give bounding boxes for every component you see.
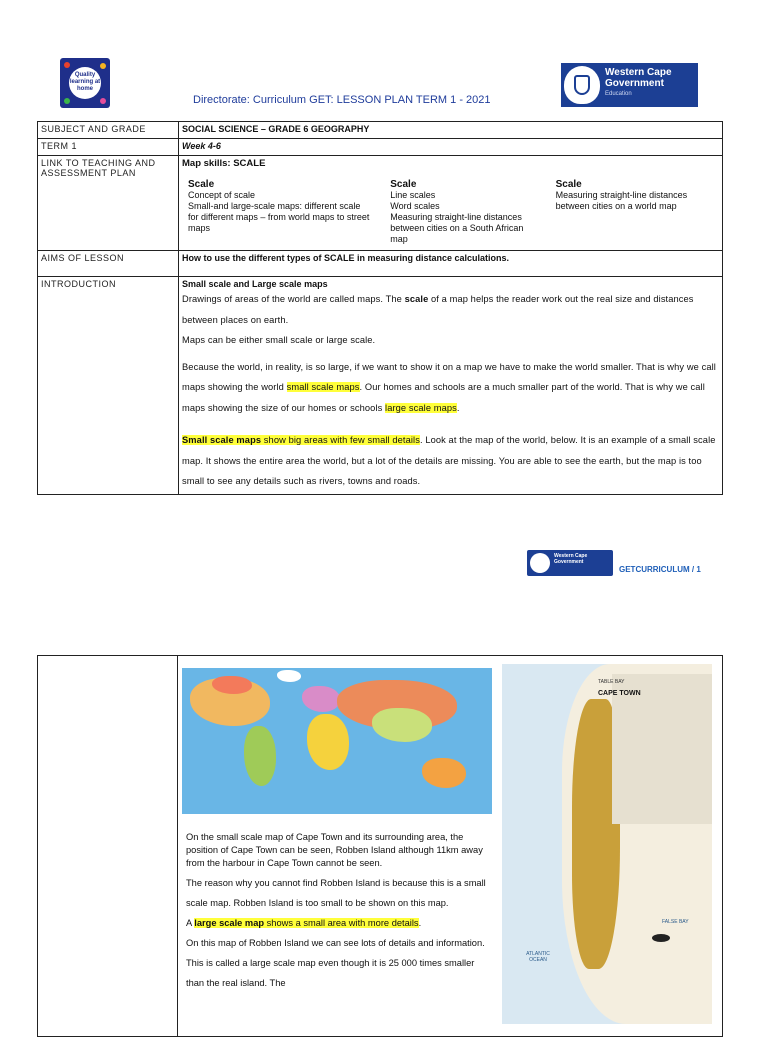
page2-text bbox=[186, 831, 492, 993]
footer-page-label: GETCURRICULUM / 1 bbox=[619, 565, 701, 574]
scale-line: map bbox=[390, 234, 408, 244]
quality-learning-logo bbox=[60, 58, 110, 108]
scale-line: Word scales bbox=[390, 201, 440, 211]
scale-col-heading: Scale bbox=[390, 179, 417, 190]
intro-paragraph-3: Because the world, in reality, is so large, if we want to show it on a map we have to make the world smaller. That is why we call maps showing the world small scale maps. Our homes and schools are a much smaller part of the world. That is why we call maps showing the size of our homes or schools large scale maps. bbox=[182, 361, 716, 413]
footer-wcg-logo bbox=[527, 550, 613, 576]
scale-columns bbox=[182, 179, 719, 245]
scale-line: maps bbox=[188, 223, 211, 233]
scale-col-heading: Scale bbox=[555, 179, 582, 190]
intro-cell bbox=[179, 277, 723, 495]
page2-paragraph-4: On this map of Robben Island we can see lots of details and information. This is called a large scale map even though it is 25 000 times smaller than the real island. The bbox=[186, 938, 485, 988]
link-cell bbox=[179, 156, 723, 251]
logo-text: Quality learning at home bbox=[69, 67, 101, 99]
page2-paragraph-2: The reason why you cannot find Robben Island is because this is a small scale map. Robben Island is too small to be shown on this map. bbox=[186, 878, 486, 908]
term-value: Week 4-6 bbox=[179, 139, 723, 156]
intro-paragraph-2: Maps can be either small scale or large scale. bbox=[182, 335, 376, 345]
scale-col-2 bbox=[390, 179, 555, 245]
scale-line: Line scales bbox=[390, 190, 436, 200]
table-bay-label: TABLE BAY bbox=[598, 679, 625, 685]
aims-value: How to use the different types of SCALE in measuring distance calculations. bbox=[179, 251, 723, 277]
crest-icon bbox=[530, 553, 550, 573]
false-bay-label: FALSE BAY bbox=[662, 919, 689, 925]
directorate-title: Directorate: Curriculum GET: LESSON PLAN TERM 1 - 2021 bbox=[193, 94, 491, 106]
wcg-line1: Western Cape bbox=[605, 67, 672, 78]
wcg-line2: Government bbox=[605, 78, 664, 89]
atlantic-label: ATLANTIC OCEAN bbox=[526, 951, 550, 963]
crest-icon bbox=[564, 66, 600, 104]
whale-icon bbox=[652, 934, 670, 942]
scale-line: Concept of scale bbox=[188, 190, 256, 200]
scale-col-heading: Scale bbox=[188, 179, 215, 190]
scale-line: between cities on a South African bbox=[390, 223, 524, 233]
intro-paragraph-4: Small scale maps show big areas with few small details. Look at the map of the world, below. It is an example of a small scale map. It shows the entire area the world, but a lot of the details are missing. You are able to see the earth, but the map is too small to see any details such as rivers, towns and roads. bbox=[182, 435, 716, 486]
lesson-plan-table bbox=[37, 121, 723, 495]
intro-label: INTRODUCTION bbox=[38, 277, 179, 495]
intro-paragraph-1: Drawings of areas of the world are called maps. The scale of a map helps the reader work out the real size and distances between places on earth. bbox=[182, 294, 694, 325]
subject-value: SOCIAL SCIENCE – GRADE 6 GEOGRAPHY bbox=[179, 122, 723, 139]
intro-heading: Small scale and Large scale maps bbox=[182, 279, 328, 289]
wcg-line3: Education bbox=[605, 91, 632, 97]
scale-line: between cities on a world map bbox=[555, 201, 677, 211]
link-label: LINK TO TEACHING AND ASSESSMENT PLAN bbox=[38, 156, 179, 251]
link-title: Map skills: SCALE bbox=[182, 158, 266, 169]
scale-col-3 bbox=[556, 179, 719, 245]
page2-paragraph-1: On the small scale map of Cape Town and its surrounding area, the position of Cape Town can be seen, Robben Island although 11km away from the harbour in Cape Town cannot be seen. bbox=[186, 832, 483, 868]
cape-town-map-image bbox=[502, 664, 712, 1024]
wcg-logo bbox=[561, 63, 698, 107]
term-label: TERM 1 bbox=[38, 139, 179, 156]
scale-line: for different maps – from world maps to street bbox=[188, 212, 370, 222]
scale-line: Measuring straight-line distances bbox=[390, 212, 522, 222]
world-map-image bbox=[182, 668, 492, 814]
cape-town-label: CAPE TOWN bbox=[598, 690, 641, 697]
subject-label: SUBJECT AND GRADE bbox=[38, 122, 179, 139]
scale-line: Measuring straight-line distances bbox=[555, 190, 688, 200]
page2-paragraph-3: A large scale map shows a small area with more details. bbox=[186, 918, 422, 928]
scale-col-1 bbox=[188, 179, 390, 245]
scale-line: Small-and large-scale maps: different scale bbox=[188, 201, 361, 211]
footer-logo-text: Western Cape Government bbox=[554, 553, 588, 565]
aims-label: AIMS OF LESSON bbox=[38, 251, 179, 277]
